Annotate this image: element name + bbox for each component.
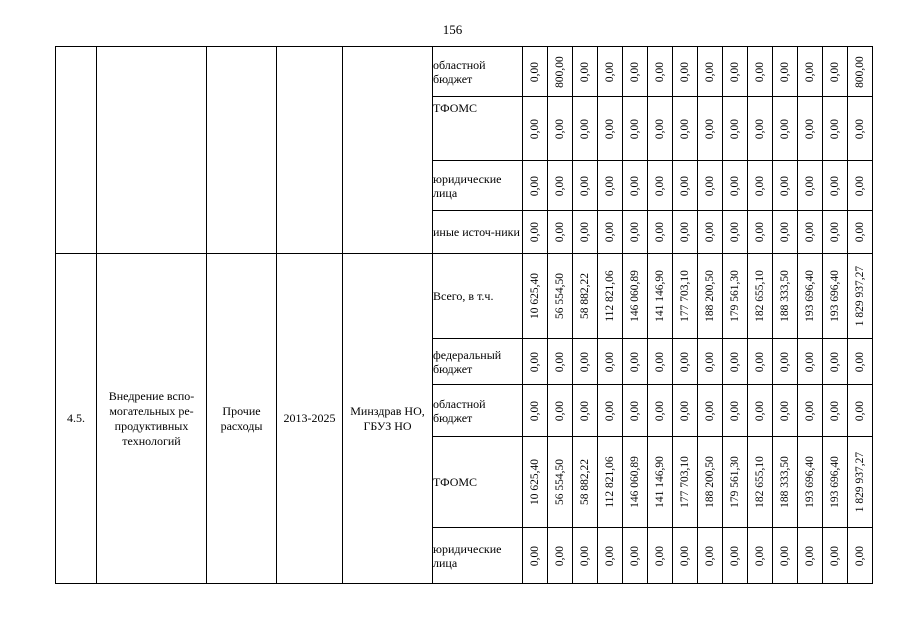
value-text: 0,00 — [679, 61, 691, 82]
value-text: 0,00 — [754, 221, 766, 243]
value-cell — [548, 254, 573, 339]
value-cell — [573, 47, 598, 97]
period-cell — [277, 47, 343, 254]
value-cell — [748, 211, 773, 254]
value-text: 0,00 — [604, 545, 616, 566]
value-cell — [798, 437, 823, 528]
value-text: 0,00 — [829, 400, 841, 421]
value-cell — [848, 528, 873, 584]
value-cell — [773, 339, 798, 385]
value-cell — [673, 437, 698, 528]
value-cell — [698, 254, 723, 339]
value-cell — [773, 211, 798, 254]
value-text: 10 625,40 — [529, 459, 541, 505]
value-cell — [848, 254, 873, 339]
value-text: 0,00 — [829, 61, 841, 82]
funding-source-cell: федеральный бюджет — [433, 339, 523, 385]
value-cell — [523, 528, 548, 584]
value-cell — [748, 385, 773, 437]
value-text: 0,00 — [729, 175, 741, 196]
value-text: 0,00 — [579, 61, 591, 82]
value-text: 0,00 — [579, 545, 591, 566]
value-cell — [673, 528, 698, 584]
value-text: 0,00 — [779, 175, 791, 196]
value-cell — [623, 211, 648, 254]
value-cell — [748, 97, 773, 161]
value-cell — [723, 161, 748, 211]
value-cell — [748, 528, 773, 584]
value-cell — [723, 254, 748, 339]
value-text: 193 696,40 — [804, 456, 816, 508]
value-cell — [748, 254, 773, 339]
value-text: 179 561,30 — [729, 270, 741, 322]
value-text: 56 554,50 — [554, 273, 566, 319]
item-name-cell — [97, 47, 207, 254]
value-cell — [598, 254, 623, 339]
value-text: 0,00 — [729, 400, 741, 421]
value-cell — [698, 211, 723, 254]
value-cell — [523, 254, 548, 339]
value-text: 0,00 — [654, 351, 666, 372]
value-cell — [523, 161, 548, 211]
value-text: 0,00 — [629, 118, 641, 139]
value-text: 0,00 — [654, 545, 666, 566]
value-text: 1 829 937,27 — [854, 265, 866, 327]
value-text: 0,00 — [529, 61, 541, 82]
value-text: 0,00 — [604, 400, 616, 421]
value-cell — [723, 437, 748, 528]
value-text: 0,00 — [629, 61, 641, 82]
funding-source-cell: иные источ-ники — [433, 211, 523, 254]
value-cell — [823, 339, 848, 385]
funding-source-cell: областной бюджет — [433, 385, 523, 437]
value-text: 0,00 — [754, 61, 766, 82]
funding-source-cell: Всего, в т.ч. — [433, 254, 523, 339]
funding-source-cell: ТФОМС — [433, 97, 523, 161]
value-cell — [798, 97, 823, 161]
table-row — [56, 254, 873, 339]
value-cell — [573, 254, 598, 339]
value-text: 188 200,50 — [704, 270, 716, 322]
value-text: 58 882,22 — [579, 273, 591, 319]
value-cell — [598, 385, 623, 437]
value-cell — [798, 211, 823, 254]
value-cell — [523, 47, 548, 97]
table-row — [56, 47, 873, 97]
value-text: 0,00 — [604, 61, 616, 82]
value-cell — [773, 385, 798, 437]
value-text: 0,00 — [854, 221, 866, 243]
value-text: 179 561,30 — [729, 456, 741, 508]
value-text: 0,00 — [704, 545, 716, 566]
value-cell — [848, 385, 873, 437]
value-cell — [548, 437, 573, 528]
value-text: 0,00 — [829, 221, 841, 243]
value-text: 0,00 — [554, 351, 566, 372]
value-cell — [623, 385, 648, 437]
value-cell — [623, 97, 648, 161]
value-text: 0,00 — [529, 545, 541, 566]
funding-source-cell: ТФОМС — [433, 437, 523, 528]
value-text: 0,00 — [529, 118, 541, 139]
value-text: 146 060,89 — [629, 270, 641, 322]
value-text: 193 696,40 — [804, 270, 816, 322]
value-text: 0,00 — [754, 400, 766, 421]
value-text: 0,00 — [604, 175, 616, 196]
item-number-cell — [56, 47, 97, 254]
value-text: 0,00 — [629, 351, 641, 372]
value-text: 193 696,40 — [829, 456, 841, 508]
value-text: 0,00 — [729, 545, 741, 566]
value-cell — [648, 339, 673, 385]
value-cell — [623, 528, 648, 584]
value-cell — [573, 161, 598, 211]
value-cell — [823, 47, 848, 97]
value-text: 0,00 — [654, 400, 666, 421]
value-text: 0,00 — [829, 545, 841, 566]
value-text: 800,00 — [554, 55, 566, 88]
value-cell — [798, 254, 823, 339]
value-text: 182 655,10 — [754, 456, 766, 508]
value-text: 0,00 — [704, 351, 716, 372]
value-cell — [848, 437, 873, 528]
value-cell — [548, 47, 573, 97]
value-text: 0,00 — [804, 61, 816, 82]
value-cell — [598, 211, 623, 254]
value-text: 0,00 — [554, 400, 566, 421]
value-cell — [723, 528, 748, 584]
value-cell — [773, 437, 798, 528]
value-text: 0,00 — [704, 61, 716, 82]
value-cell — [673, 385, 698, 437]
value-text: 0,00 — [804, 351, 816, 372]
value-text: 800,00 — [854, 55, 866, 88]
value-cell — [548, 339, 573, 385]
value-cell — [823, 254, 848, 339]
value-text: 0,00 — [804, 118, 816, 139]
value-text: 0,00 — [854, 175, 866, 196]
value-text: 0,00 — [654, 61, 666, 82]
value-cell — [773, 161, 798, 211]
value-cell — [698, 528, 723, 584]
value-cell — [698, 437, 723, 528]
value-cell — [698, 339, 723, 385]
funding-source-cell: юридические лица — [433, 528, 523, 584]
value-cell — [548, 97, 573, 161]
value-cell — [573, 437, 598, 528]
value-cell — [648, 385, 673, 437]
funding-source-cell: областной бюджет — [433, 47, 523, 97]
value-text: 0,00 — [729, 351, 741, 372]
value-text: 0,00 — [754, 351, 766, 372]
value-cell — [598, 339, 623, 385]
budget-table — [55, 46, 873, 584]
value-cell — [523, 437, 548, 528]
value-text: 0,00 — [554, 175, 566, 196]
value-cell — [848, 47, 873, 97]
value-text: 10 625,40 — [529, 273, 541, 319]
expense-type-cell: Прочие расходы — [207, 254, 277, 584]
value-cell — [573, 97, 598, 161]
value-text: 0,00 — [754, 175, 766, 196]
value-text: 0,00 — [679, 175, 691, 196]
value-cell — [573, 528, 598, 584]
value-cell — [523, 211, 548, 254]
value-text: 112 821,06 — [604, 270, 616, 322]
value-cell — [798, 161, 823, 211]
value-text: 0,00 — [529, 351, 541, 372]
value-text: 0,00 — [529, 400, 541, 421]
value-text: 0,00 — [854, 545, 866, 566]
value-cell — [648, 437, 673, 528]
value-cell — [648, 211, 673, 254]
value-cell — [598, 528, 623, 584]
value-text: 112 821,06 — [604, 456, 616, 508]
value-cell — [623, 47, 648, 97]
value-cell — [698, 161, 723, 211]
value-text: 0,00 — [854, 351, 866, 372]
value-cell — [698, 97, 723, 161]
value-text: 0,00 — [779, 118, 791, 139]
value-cell — [848, 211, 873, 254]
value-cell — [823, 211, 848, 254]
value-cell — [648, 47, 673, 97]
value-cell — [648, 161, 673, 211]
value-cell — [598, 97, 623, 161]
value-cell — [723, 385, 748, 437]
value-text: 0,00 — [804, 175, 816, 196]
value-text: 0,00 — [679, 351, 691, 372]
value-cell — [623, 161, 648, 211]
value-cell — [673, 47, 698, 97]
value-cell — [673, 97, 698, 161]
value-text: 0,00 — [829, 175, 841, 196]
value-text: 0,00 — [629, 221, 641, 243]
value-cell — [823, 97, 848, 161]
value-text: 141 146,90 — [654, 270, 666, 322]
value-cell — [723, 97, 748, 161]
value-text: 0,00 — [729, 61, 741, 82]
value-text: 0,00 — [704, 400, 716, 421]
value-cell — [673, 161, 698, 211]
value-text: 0,00 — [729, 221, 741, 243]
value-text: 0,00 — [854, 400, 866, 421]
value-cell — [648, 97, 673, 161]
value-text: 0,00 — [554, 545, 566, 566]
value-text: 0,00 — [779, 545, 791, 566]
value-cell — [623, 339, 648, 385]
value-text: 0,00 — [629, 545, 641, 566]
value-text: 0,00 — [604, 221, 616, 243]
value-text: 188 333,50 — [779, 270, 791, 322]
value-cell — [723, 211, 748, 254]
value-text: 0,00 — [579, 400, 591, 421]
value-cell — [673, 339, 698, 385]
value-cell — [748, 47, 773, 97]
value-text: 0,00 — [579, 118, 591, 139]
value-text: 188 200,50 — [704, 456, 716, 508]
value-cell — [798, 339, 823, 385]
period-cell: 2013-2025 — [277, 254, 343, 584]
value-text: 0,00 — [529, 221, 541, 243]
value-cell — [523, 339, 548, 385]
value-cell — [798, 47, 823, 97]
value-cell — [848, 97, 873, 161]
value-text: 0,00 — [779, 400, 791, 421]
value-text: 0,00 — [654, 175, 666, 196]
value-text: 146 060,89 — [629, 456, 641, 508]
value-text: 188 333,50 — [779, 456, 791, 508]
value-text: 0,00 — [704, 175, 716, 196]
value-cell — [823, 528, 848, 584]
value-cell — [523, 97, 548, 161]
value-cell — [748, 437, 773, 528]
value-cell — [823, 161, 848, 211]
item-name-cell: Внедрение вспо-могательных ре-продуктивных технологий — [97, 254, 207, 584]
value-cell — [773, 47, 798, 97]
value-cell — [623, 254, 648, 339]
value-cell — [848, 339, 873, 385]
value-cell — [573, 339, 598, 385]
value-cell — [773, 528, 798, 584]
expense-type-cell — [207, 47, 277, 254]
value-text: 0,00 — [679, 118, 691, 139]
value-cell — [773, 97, 798, 161]
value-cell — [623, 437, 648, 528]
value-cell — [648, 528, 673, 584]
value-cell — [673, 254, 698, 339]
value-text: 0,00 — [804, 221, 816, 243]
value-text: 0,00 — [679, 221, 691, 243]
value-cell — [723, 47, 748, 97]
value-cell — [548, 161, 573, 211]
value-text: 0,00 — [604, 351, 616, 372]
value-text: 56 554,50 — [554, 459, 566, 505]
value-text: 0,00 — [679, 400, 691, 421]
value-cell — [698, 385, 723, 437]
page-number: 156 — [442, 22, 463, 37]
value-text: 0,00 — [654, 221, 666, 243]
value-text: 0,00 — [604, 118, 616, 139]
value-text: 0,00 — [729, 118, 741, 139]
value-cell — [798, 385, 823, 437]
value-text: 0,00 — [779, 221, 791, 243]
value-text: 0,00 — [854, 118, 866, 139]
value-text: 0,00 — [829, 118, 841, 139]
value-text: 1 829 937,27 — [854, 451, 866, 513]
value-text: 0,00 — [579, 175, 591, 196]
item-number-cell: 4.5. — [56, 254, 97, 584]
value-cell — [798, 528, 823, 584]
value-text: 0,00 — [554, 118, 566, 139]
value-text: 0,00 — [804, 545, 816, 566]
value-text: 177 703,10 — [679, 456, 691, 508]
value-text: 0,00 — [654, 118, 666, 139]
value-cell — [598, 161, 623, 211]
value-text: 0,00 — [754, 118, 766, 139]
value-cell — [823, 437, 848, 528]
value-cell — [698, 47, 723, 97]
value-text: 0,00 — [629, 175, 641, 196]
value-cell — [773, 254, 798, 339]
value-text: 177 703,10 — [679, 270, 691, 322]
funding-source-cell: юридические лица — [433, 161, 523, 211]
value-text: 0,00 — [704, 221, 716, 243]
value-cell — [848, 161, 873, 211]
value-text: 0,00 — [779, 351, 791, 372]
value-text: 141 146,90 — [654, 456, 666, 508]
value-text: 193 696,40 — [829, 270, 841, 322]
value-text: 0,00 — [754, 545, 766, 566]
value-cell — [573, 385, 598, 437]
value-text: 58 882,22 — [579, 459, 591, 505]
value-text: 0,00 — [579, 351, 591, 372]
value-cell — [523, 385, 548, 437]
value-cell — [573, 211, 598, 254]
value-cell — [748, 161, 773, 211]
value-text: 0,00 — [779, 61, 791, 82]
value-cell — [548, 211, 573, 254]
value-text: 0,00 — [704, 118, 716, 139]
value-cell — [548, 385, 573, 437]
value-cell — [598, 47, 623, 97]
value-cell — [673, 211, 698, 254]
value-text: 0,00 — [579, 221, 591, 243]
value-text: 0,00 — [679, 545, 691, 566]
value-cell — [723, 339, 748, 385]
value-text: 182 655,10 — [754, 270, 766, 322]
value-cell — [548, 528, 573, 584]
executor-cell: Минздрав НО, ГБУЗ НО — [343, 254, 433, 584]
value-text: 0,00 — [529, 175, 541, 196]
value-cell — [598, 437, 623, 528]
value-cell — [648, 254, 673, 339]
value-cell — [748, 339, 773, 385]
value-cell — [823, 385, 848, 437]
value-text: 0,00 — [629, 400, 641, 421]
value-text: 0,00 — [804, 400, 816, 421]
value-text: 0,00 — [554, 221, 566, 243]
executor-cell — [343, 47, 433, 254]
value-text: 0,00 — [829, 351, 841, 372]
